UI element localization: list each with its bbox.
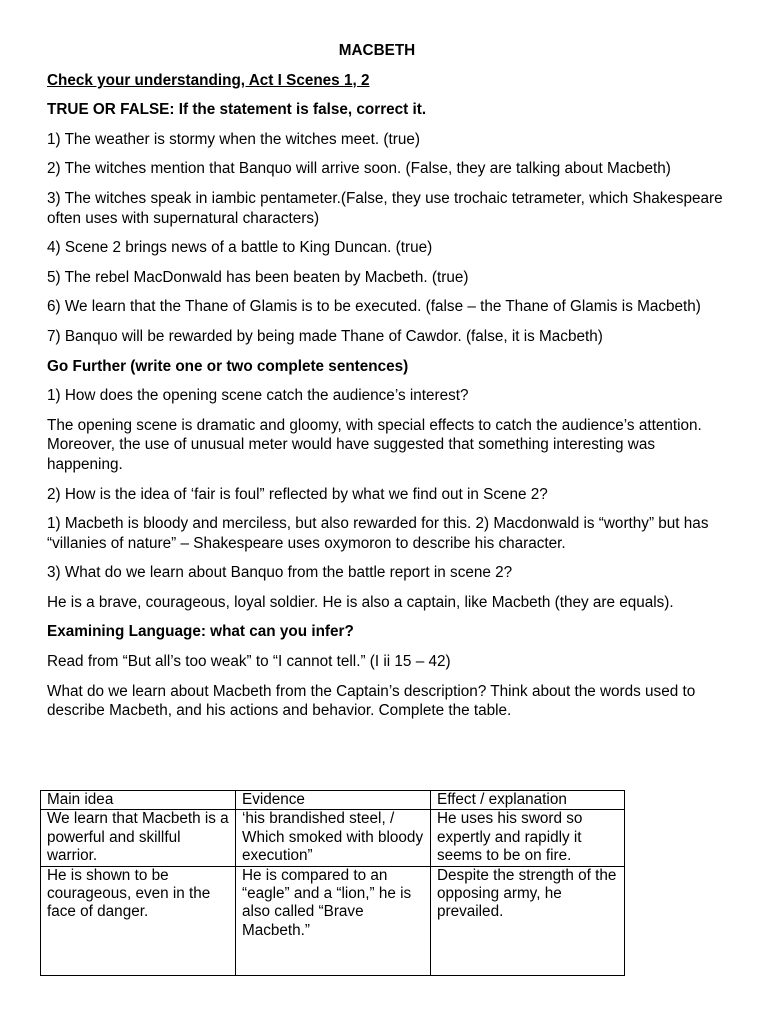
analysis-table — [40, 790, 625, 976]
tf-item-4: 4) Scene 2 brings news of a battle to King Duncan. (true) — [47, 239, 433, 257]
tf-item-2: 2) The witches mention that Banquo will arrive soon. (False, they are talking about Macbeth) — [47, 160, 671, 178]
go-further-question-3: 3) What do we learn about Banquo from the battle report in scene 2? — [47, 564, 513, 582]
section-heading: Check your understanding, Act I Scenes 1, 2 — [47, 71, 370, 89]
table-prompt: What do we learn about Macbeth from the Captain’s description? Think about the words used to describe Macbeth, and his actions and behavior. Complete the table. — [47, 682, 696, 720]
table-header-row — [41, 791, 625, 810]
table-cell-main-idea: We learn that Macbeth is a powerful and skillful warrior. — [41, 810, 236, 866]
go-further-answer-3: He is a brave, courageous, loyal soldier. He is also a captain, like Macbeth (they are equals). — [47, 593, 674, 611]
tf-item-3: 3) The witches speak in iambic pentameter.(False, they use trochaic tetrameter, which Shakespeare often uses with supernatural characters) — [47, 189, 723, 227]
true-false-heading: TRUE OR FALSE: If the statement is false, correct it. — [47, 101, 427, 119]
tf-item-5: 5) The rebel MacDonwald has been beaten by Macbeth. (true) — [47, 268, 469, 286]
examining-language-heading: Examining Language: what can you infer? — [47, 623, 354, 641]
table-cell-effect: He uses his sword so expertly and rapidly it seems to be on fire. — [431, 810, 625, 866]
tf-item-6: 6) We learn that the Thane of Glamis is to be executed. (false – the Thane of Glamis is Macbeth) — [47, 298, 701, 316]
table-cell-effect: Despite the strength of the opposing army, he prevailed. — [431, 866, 625, 975]
table-cell-evidence: He is compared to an “eagle” and a “lion,” he is also called “Brave Macbeth.” — [236, 866, 431, 975]
document-title: MACBETH — [338, 42, 416, 59]
header-effect-explanation: Effect / explanation — [431, 791, 625, 810]
go-further-answer-2: 1) Macbeth is bloody and merciless, but also rewarded for this. 2) Macdonwald is “worthy” but has “villanies of nature” – Shakespeare uses oxymoron to describe his character. — [47, 515, 709, 552]
table-cell-main-idea: He is shown to be courageous, even in the face of danger. — [41, 866, 236, 975]
go-further-answer-1: The opening scene is dramatic and gloomy, with special effects to catch the audience’s attention. Moreover, the use of unusual meter would have suggested that something interesting was happening. — [47, 416, 702, 473]
go-further-question-2: 2) How is the idea of ‘fair is foul” reflected by what we find out in Scene 2? — [47, 485, 548, 503]
tf-item-1: 1) The weather is stormy when the witches meet. (true) — [47, 130, 420, 148]
table-row — [41, 810, 625, 866]
table-row — [41, 866, 625, 975]
table-cell-evidence: ‘his brandished steel, / Which smoked with bloody execution” — [236, 810, 431, 866]
header-main-idea: Main idea — [41, 791, 236, 810]
reading-instruction: Read from “But all’s too weak” to “I cannot tell.” (I ii 15 – 42) — [47, 653, 451, 671]
go-further-question-1: 1) How does the opening scene catch the audience’s interest? — [47, 387, 469, 405]
tf-item-7: 7) Banquo will be rewarded by being made Thane of Cawdor. (false, it is Macbeth) — [47, 327, 603, 345]
go-further-heading: Go Further (write one or two complete sentences) — [47, 357, 409, 375]
document-body — [47, 41, 727, 731]
header-evidence: Evidence — [236, 791, 431, 810]
